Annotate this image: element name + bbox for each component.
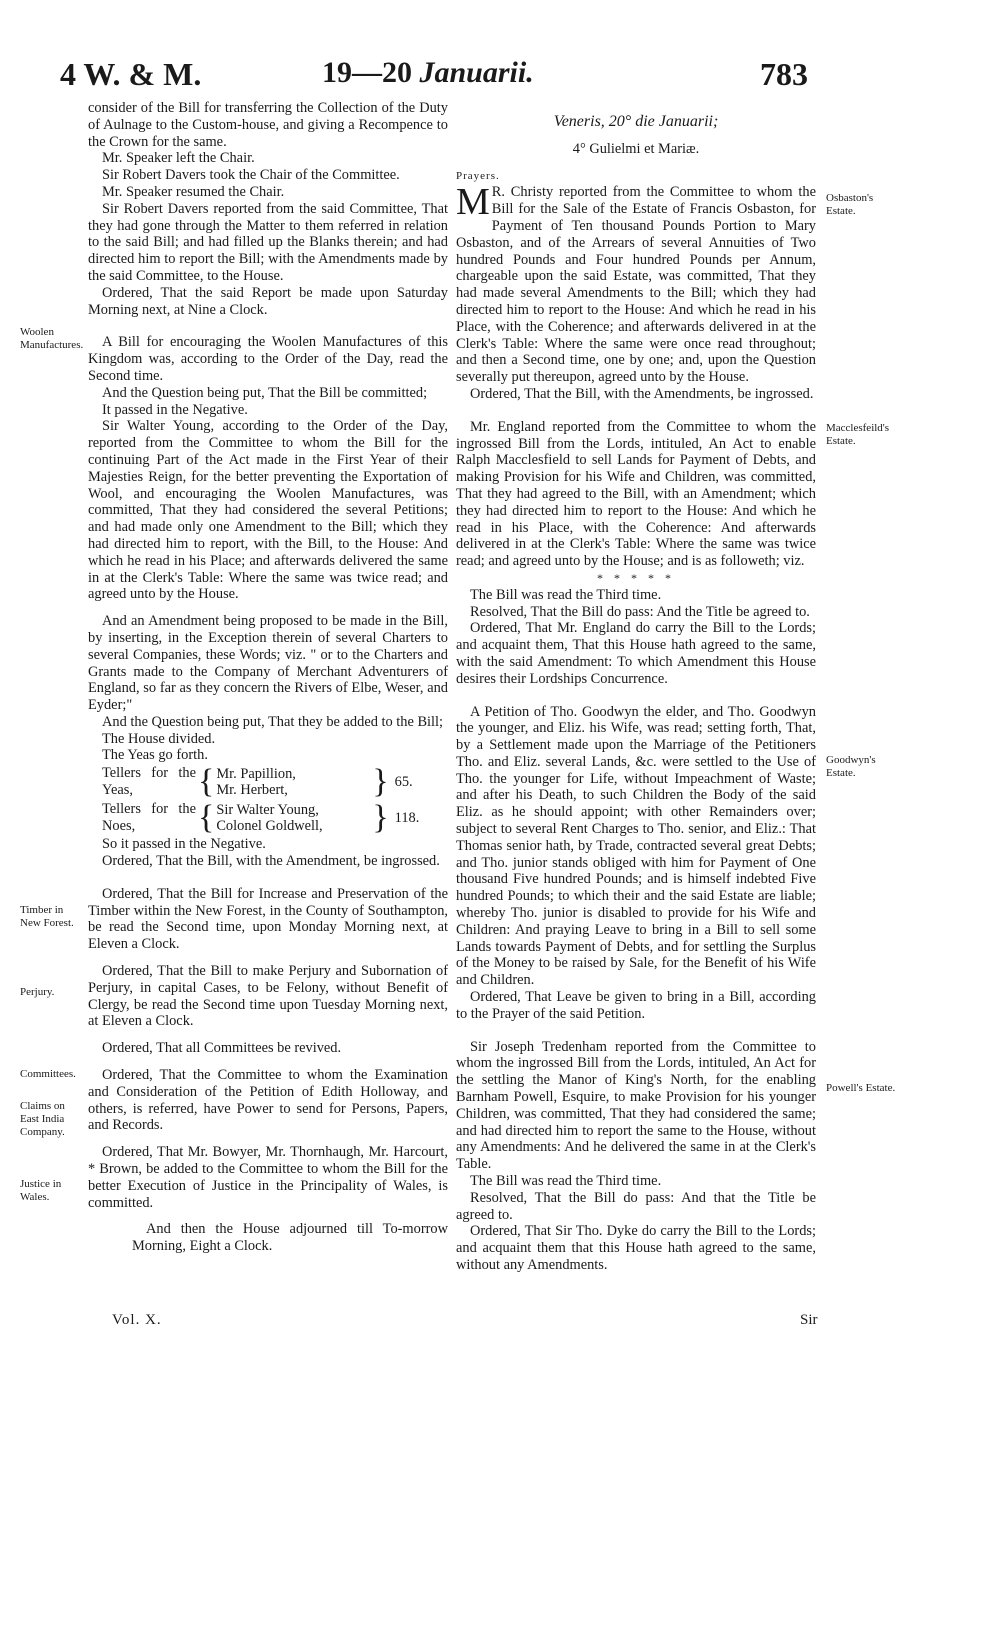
left-column <box>88 100 448 1255</box>
side-note-justice: Justice in Wales. <box>20 1178 62 1203</box>
date-day-end: —20 <box>352 56 412 89</box>
committees-order: Ordered, That all Committees be revived. <box>102 1040 342 1057</box>
right-column <box>456 100 816 1274</box>
yeas-count: 65. <box>394 773 413 790</box>
christy-order: Ordered, That the Bill, with the Amendments, be ingrossed. <box>470 385 814 402</box>
drop-cap: M <box>456 181 490 224</box>
side-note-goodwyn: Goodwyn's Estate. <box>826 754 876 779</box>
davers-report: Sir Robert Davers reported from the said Committee, That they had gone through the Matter to them referred in relation to the said Bill; and had filled up the Blanks therein; and had directed him to report the Bill; with the Amendments made by the said Committee, to the House. <box>88 200 448 284</box>
reign-line: 4° Gulielmi et Mariæ. <box>572 140 700 157</box>
aulnage-continuation: consider of the Bill for transferring the Collection of the Duty of Aulnage to the Custom-house, and giving a Recompence to the Crown for the same. <box>88 100 448 150</box>
tellers-noes-label: Tellers for the Noes, <box>102 801 196 835</box>
england-carry-order: Ordered, That Mr. England do carry the Bill to the Lords; and acquaint them, That this House hath agreed to the same, with the said Amendment: To which Amendment this House desires their Lordships Concurrence. <box>456 620 816 687</box>
right-brace: } <box>372 763 389 801</box>
right-brace: } <box>372 799 389 837</box>
woolen-bill-reading: A Bill for encouraging the Woolen Manufactures of this Kingdom was, according to the Order of the Day, read the Second time. <box>88 334 448 384</box>
teller-name: Colonel Goldwell, <box>216 818 323 835</box>
goodwyn-petition: A Petition of Tho. Goodwyn the elder, and Tho. Goodwyn the younger, and Eliz. his Wife, was read; setting forth, That, by a Settlement made upon the Marriage of the Petitioners Tho. and Eliz. several Lands, &c. were settled to the Use of Tho. the younger for Life, without Impeachment of Waste; and after his Death, to such Children the Body of the said Eliz. as he should appoint; with other Remainders over; subject to several Rent Charges to Tho. senior, and Eliz.: That Thomas senior hath, by Trade, contracted several great Debts; and Tho. junior stands obliged with him for Payment of One thousand Five hundred Pounds; and is himself indebted Five hundred Pounds; to which their and the said Estate are liable; whereby Tho. junior is disabled to provide for his Wife and Children: And praying Leave to bring in a Bill to sell some Lands towards Payment of Debts, and for settling the Surplus of the Money to be raised by Sale, for the Benefit of his Wife and Children. <box>456 703 816 989</box>
teller-name: Mr. Papillion, <box>216 766 296 783</box>
perjury-order: Ordered, That the Bill to make Perjury and Subornation of Perjury, in capital Cases, to be Felony, without Benefit of Clergy, be read the Second time upon Tuesday Morning next, at Eleven a Clock. <box>88 963 448 1030</box>
side-note-woolen: Woolen Manufactures. <box>20 326 84 351</box>
wales-order: Ordered, That Mr. Bowyer, Mr. Thornhaugh, Mr. Harcourt, * Brown, be added to the Committee to whom the Bill for the better Execution of Justice in the Principality of Wales, is committed. <box>88 1144 448 1211</box>
amendment-proposal: And an Amendment being proposed to be made in the Bill, by inserting, in the Exception therein of several Charters to several Companies, these Words; viz. " or to the Charters and Grants made to the Company of Merchant Adventurers of England, so far as they concern the Rivers of Elbe, Weser, and Eyder;" <box>88 613 448 714</box>
resolved-pass: Resolved, That the Bill do pass: And the Title be agreed to. <box>470 603 810 620</box>
timber-order: Ordered, That the Bill for Increase and Preservation of the Timber within the New Forest, in the County of Southampton, be read the Second time, upon Monday Morning next, at Eleven a Clock. <box>88 885 448 953</box>
date-day-start: 19 <box>322 56 352 89</box>
left-brace: { <box>198 763 215 801</box>
day-heading: Veneris, 20° die Januarii; <box>553 113 719 130</box>
goodwyn-order: Ordered, That Leave be given to bring in a Bill, according to the Prayer of the said Petition. <box>456 989 816 1022</box>
house-divided: The House divided. <box>102 730 216 747</box>
omission-stars: * * * * * <box>597 570 675 585</box>
third-reading: The Bill was read the Third time. <box>470 586 662 603</box>
side-note-macclesfeild: Macclesfeild's Estate. <box>826 422 890 447</box>
side-note-osbaston: Osbaston's Estate. <box>826 192 874 217</box>
yeas-go-forth: The Yeas go forth. <box>102 747 208 764</box>
holloway-order: Ordered, That the Committee to whom the Examination and Consideration of the Petition of Edith Holloway, and others, is referred, have Power to send for Persons, Papers, and Records. <box>88 1067 448 1134</box>
page-number: 783 <box>760 56 808 92</box>
tellers-noes-names <box>216 802 366 834</box>
teller-name: Mr. Herbert, <box>216 782 288 799</box>
tellers-yeas-names <box>216 766 366 798</box>
side-note-claims: Claims on East India Company. <box>20 1100 65 1138</box>
prayers-heading: Prayers. <box>456 169 500 182</box>
left-brace: { <box>198 799 215 837</box>
woolen-negative: It passed in the Negative. <box>102 401 248 418</box>
dyke-carry-order: Ordered, That Sir Tho. Dyke do carry the Bill to the Lords; and acquaint them that this House hath agreed to the same, without any Amendments. <box>456 1223 816 1273</box>
division-result: So it passed in the Negative. <box>102 836 266 853</box>
christy-report-text: R. Christy reported from the Committee to whom the Bill for the Sale of the Estate of Francis Osbaston, for Payment of Ten thousand Pounds Portion to Mary Osbaston, and of the Arrears of several Annuities of Two hundred Pounds and Four hundred Pounds per Annum, chargeable upon the said Estate, was committed, That they had made several Amendments to the Bill; which they had directed him to report to the House: And which he read in his Place, with the Coherence; and afterwards delivered in at the Clerk's Table: Where the same were once read throughout; and then a Second time, one by one; and, upon the Question severally put thereupon, agreed unto by the House. <box>456 184 816 386</box>
adjournment: And then the House adjourned till To-morrow Morning, Eight a Clock. <box>132 1221 448 1255</box>
speaker-left: Mr. Speaker left the Chair. <box>102 150 255 167</box>
volume-footer: Vol. X. <box>112 1312 162 1328</box>
side-note-powell: Powell's Estate. <box>826 1082 896 1094</box>
date-month: Januarii. <box>419 56 534 89</box>
young-report: Sir Walter Young, according to the Order of the Day, reported from the Committee to whom the Bill for the continuing Part of the Act made in the First Year of their Majesties Reign, for the better preventing the Exportation of Wool, and encouraging the Woolen Manufactures, was committed, That they had considered the several Petitions; and had made only one Amendment to the Bill; which they had directed him to report, with the Bill, to the House: And which he read in his Place; and afterwards delivered the same in at the Clerk's Table: Where the same was twice read; and agreed unto by the House. <box>88 418 448 603</box>
date-header <box>322 58 534 88</box>
davers-chair: Sir Robert Davers took the Chair of the Committee. <box>102 167 400 184</box>
tellers-noes <box>102 800 448 836</box>
tredenham-report: Sir Joseph Tredenham reported from the Committee to whom the ingrossed Bill from the Lords, intituled, An Act for the settling the Manor of King's North, for the enabling Barnham Powell, Esquire, to make Provision for his younger Children, was committed, That they had considered the same; and had directed him to report the same to the House, without any Amendments: And he delivered the same in at the Clerk's Table. <box>456 1038 816 1173</box>
woolen-question: And the Question being put, That the Bill be committed; <box>102 384 428 401</box>
side-note-perjury: Perjury. <box>20 986 55 998</box>
side-note-committees: Committees. <box>20 1068 76 1080</box>
christy-report <box>456 181 816 386</box>
amendment-question: And the Question being put, That they be added to the Bill; <box>102 713 444 730</box>
side-note-timber: Timber in New Forest. <box>20 904 74 929</box>
tellers-yeas-label: Tellers for the Yeas, <box>102 765 196 799</box>
speaker-resumed: Mr. Speaker resumed the Chair. <box>102 183 285 200</box>
powell-third-reading: The Bill was read the Third time. <box>470 1173 662 1190</box>
noes-count: 118. <box>394 809 420 826</box>
powell-resolved: Resolved, That the Bill do pass: And that the Title be agreed to. <box>456 1189 816 1223</box>
catchword: Sir <box>800 1312 818 1328</box>
england-report: Mr. England reported from the Committee to whom the ingrossed Bill from the Lords, intituled, An Act to enable Ralph Macclesfield to sell Lands for Payment of Debts, and making Provision for his Wife and Children, was committed, That they had agreed to the Bill, with an Amendment; which they had directed him to report to the House: And which he read in his Place, with the Coherence: And afterwards delivered in at the Clerk's Table: Where the same was twice read; and agreed unto by the House; and is as followeth; viz. <box>456 418 816 570</box>
tellers-yeas <box>102 764 448 800</box>
regnal-year-header: 4 W. & M. <box>60 56 202 92</box>
report-order: Ordered, That the said Report be made upon Saturday Morning next, at Nine a Clock. <box>88 284 448 318</box>
teller-name: Sir Walter Young, <box>216 802 319 819</box>
ingrossed-order: Ordered, That the Bill, with the Amendment, be ingrossed. <box>102 853 440 870</box>
